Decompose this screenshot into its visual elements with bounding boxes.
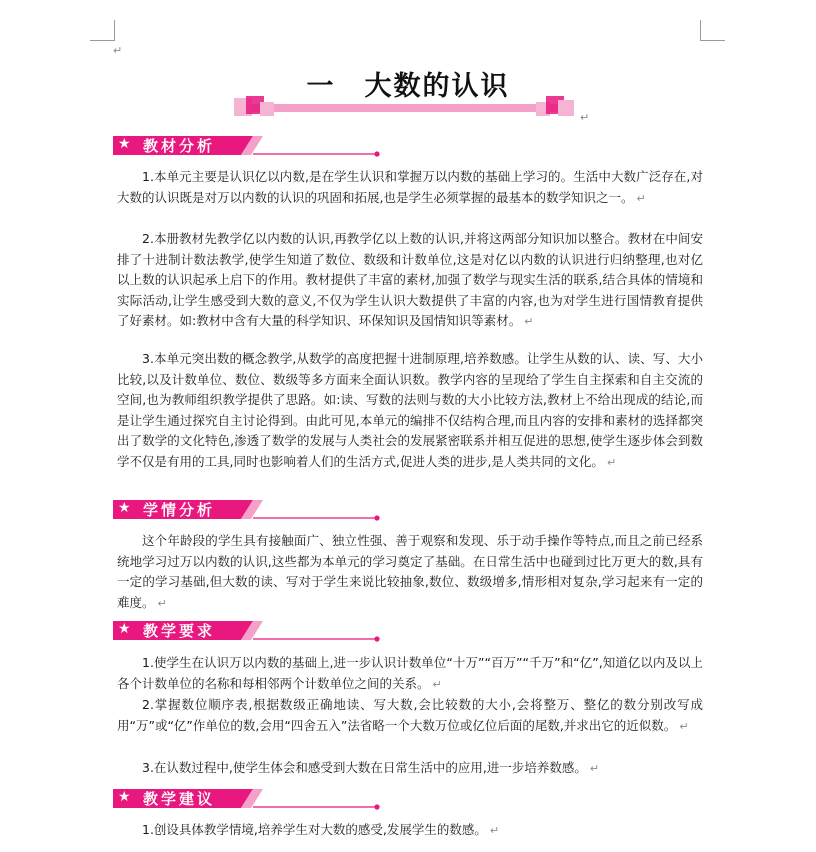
section-header-teaching-requirements	[113, 618, 383, 644]
chapter-title: 一 大数的认识	[306, 71, 510, 102]
paragraph-mark: ↵	[432, 677, 442, 691]
paragraph: 2.掌握数位顺序表,根据数级正确地读、写大数,会比较数的大小,会将整万、整亿的数分别改写成用“万”或“亿”作单位的数,会用“四舍五入”法省略一个大数万位或亿位后面的尾数,并求出它的近似数。 ↵	[117, 697, 703, 733]
paragraph-mark: ↵	[489, 824, 500, 837]
crop-mark-top-right	[700, 20, 725, 41]
paragraph: 这个年龄段的学生具有接触面广、独立性强、善于观察和发现、乐于动手操作等特点,而且之前已经系统地学习过万以内数的认识,这些都为本单元的学习奠定了基础。在日常生活中也碰到过比万更大的数,具有一定的学习基础,但大数的读、写对于学生来说比较抽象,数位、数级增多,情形相对复杂,学习起来有一定的难度。 ↵	[117, 533, 703, 610]
star-icon: ★	[118, 136, 131, 152]
paragraph: 1.本单元主要是认识亿以内数,是在学生认识和掌握万以内数的基础上学习的。生活中大数广泛存在,对大数的认识既是对万以内数的认识的巩固和拓展,也是学生必须掌握的最基本的数学知识之一。 ↵	[117, 169, 703, 205]
section-header-teaching-suggestions	[113, 786, 383, 812]
section-title: 教学要求	[143, 622, 216, 640]
star-icon: ★	[118, 789, 131, 805]
paragraph-mark: ↵	[679, 719, 689, 733]
paragraph-mark: ↵	[589, 762, 600, 775]
star-icon: ★	[118, 621, 131, 637]
paragraph: 1.使学生在认识万以内数的基础上,进一步认识计数单位“十万”“百万”“千万”和“亿”,知道亿以内及以上各个计数单位的名称和每相邻两个计数单位之间的关系。 ↵	[117, 655, 703, 691]
section-title: 教材分析	[143, 137, 216, 155]
paragraph-mark: ↵	[580, 111, 590, 124]
section-header-textbook-analysis	[113, 133, 383, 159]
section-header-learning-analysis	[113, 497, 383, 523]
paragraph: 2.本册教材先教学亿以内数的认识,再教学亿以上数的认识,并将这两部分知识加以整合。教材在中间安排了十进制计数法教学,使学生知道了数位、数级和计数单位,这是对亿以内数的认识进行归纳整理,也对亿以上数的认识起承上启下的作用。教材提供了丰富的素材,加强了数学与现实生活的联系,结合具体的情境和实际活动,让学生感受到大数的意义,不仅为学生认识大数提供了丰富的内容,也为对学生进行国情教育提供了好素材。如:教材中含有大量的科学知识、环保知识及国情知识等素材。 ↵	[117, 231, 703, 329]
paragraph-mark: ↵	[524, 315, 534, 329]
paragraph-mark: ↵	[606, 455, 617, 469]
paragraph-mark: ↵	[113, 44, 123, 57]
paragraph: 3.在认数过程中,使学生体会和感受到大数在日常生活中的应用,进一步培养数感。 ↵	[142, 760, 600, 775]
paragraph: 3.本单元突出数的概念教学,从数学的高度把握十进制原理,培养数感。让学生从数的认、读、写、大小比较,以及计数单位、数位、数级等多方面来全面认识数。教学内容的呈现给了学生自主探索和自主交流的空间,也为教师组织教学提供了思路。如:读、写数的法则与数的大小比较方法,教材上不给出现成的结论,而是让学生通过探究自主讨论得到。由此可见,本单元的编排不仅结构合理,而且内容的安排和素材的选择都突出了数学的文化特色,渗透了数学的发展与人类社会的发展紧密联系并相互促进的思想,使学生逐步体会到数学不仅是有用的工具,同时也影响着人们的生活方式,促进人类的进步,是人类共同的文化。 ↵	[117, 351, 703, 469]
title-decoration	[230, 94, 580, 120]
paragraph: 1.创设具体教学情境,培养学生对大数的感受,发展学生的数感。 ↵	[142, 822, 500, 837]
chapter-title-block	[0, 64, 816, 124]
paragraph-mark: ↵	[636, 191, 646, 205]
section-title: 教学建议	[143, 790, 216, 808]
star-icon: ★	[118, 500, 131, 516]
paragraph-mark: ↵	[157, 596, 167, 610]
crop-mark-top-left	[90, 20, 115, 41]
section-title: 学情分析	[143, 501, 216, 519]
